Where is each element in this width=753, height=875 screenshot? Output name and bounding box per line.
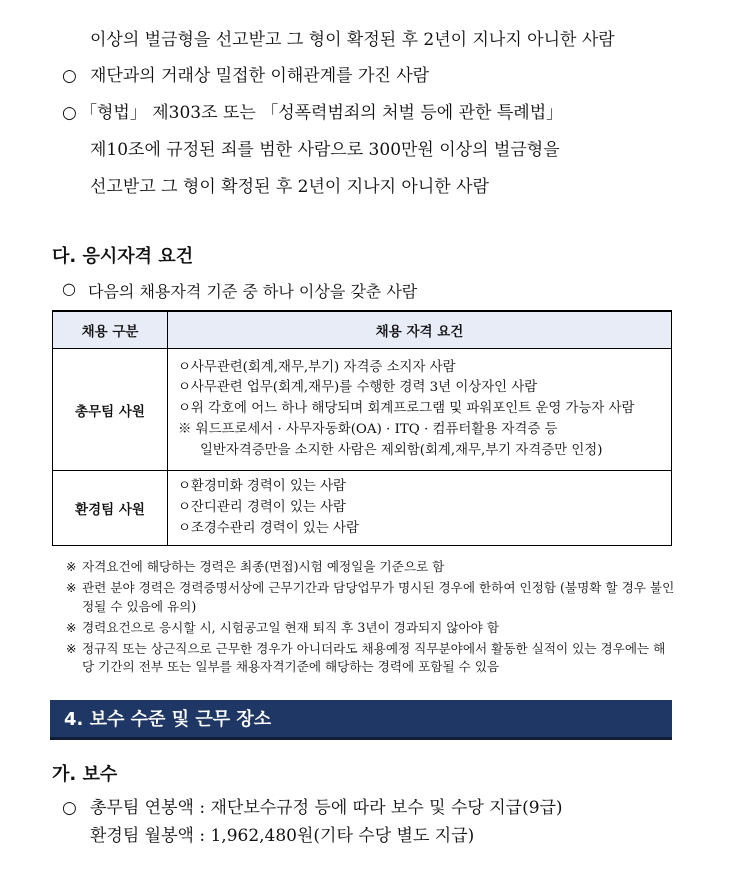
table-header-cell: 채용 구분: [53, 311, 168, 349]
text-line: 「형법」 제303조 또는 「성폭력범죄의 처벌 등에 관한 특례법」: [80, 103, 564, 123]
note-item: [66, 558, 676, 576]
requirement-item: ㅇ조경수관리 경력이 있는 사람: [178, 520, 359, 536]
requirements-cell: [168, 471, 672, 546]
note-mark-icon: ※: [66, 619, 77, 635]
salary-line: 환경팀 월봉액 : 1,962,480원(기타 수당 별도 지급): [90, 826, 475, 846]
requirement-item: ㅇ사무관련(회계,재무,부기) 자격증 소지자 사람: [178, 359, 456, 375]
note-text: 정규직 또는 상근직으로 근무한 경우가 아니더라도 채용예정 직무분야에서 활동한 실적이 있는 경우에는 해당 기간의 전부 또는 일부를 채용자격기준에 해당하는 경력에 포함될 수 있음: [82, 641, 666, 675]
notes-list: [66, 558, 676, 680]
requirement-item: ㅇ환경미화 경력이 있는 사람: [178, 479, 346, 494]
text-line: 제10조에 규정된 죄를 범한 사람으로 300만원 이상의 벌금형을: [90, 140, 560, 160]
table-header-row: [53, 311, 672, 349]
salary-line: 총무팀 연봉액 : 재단보수규정 등에 따라 보수 및 수당 지급(9급): [90, 798, 563, 818]
category-cell: 환경팀 사원: [53, 471, 168, 546]
note-item: [66, 579, 676, 616]
text-line: 선고받고 그 형이 확정된 후 2년이 지나지 아니한 사람: [90, 177, 489, 197]
table-header-cell: 채용 자격 요건: [168, 311, 672, 349]
bullet-icon: ○: [62, 66, 77, 86]
text-line: 재단과의 거래상 밀접한 이해관계를 가진 사람: [90, 66, 430, 86]
requirements-cell: [168, 349, 672, 471]
note-mark-icon: ※: [66, 641, 77, 656]
note-text: 관련 분야 경력은 경력증명서상에 근무기간과 담당업무가 명시된 경우에 한하여 인정함 (불명확 할 경우 불인정될 수 있음에 유의): [82, 580, 675, 614]
requirements-table: [52, 310, 672, 546]
note-text: 경력요건으로 응시할 시, 시험공고일 현재 퇴직 후 3년이 경과되지 않아야 함: [82, 619, 500, 635]
requirement-item: ㅇ잔디관리 경력이 있는 사람: [178, 499, 346, 515]
note-item: [66, 640, 676, 677]
section-banner: 4. 보수 수준 및 근무 장소: [50, 700, 672, 740]
requirement-item: ㅇ사무관련 업무(회계,재무)를 수행한 경력 3년 이상자인 사람: [178, 380, 538, 396]
note-mark-icon: ※: [66, 559, 77, 574]
bullet-icon: ○: [62, 279, 76, 298]
text-line: 이상의 벌금형을 선고받고 그 형이 확정된 후 2년이 지나지 아니한 사람: [90, 30, 615, 50]
requirement-item: ㅇ위 각호에 어느 하나 해당되며 회계프로그램 및 파워포인트 운영 가능자 사람: [178, 401, 635, 417]
bullet-icon: ○: [62, 103, 77, 123]
note-mark-icon: ※: [66, 580, 77, 596]
section-intro: 다음의 채용자격 기준 중 하나 이상을 갖춘 사람: [88, 282, 418, 301]
table-row: [53, 471, 672, 546]
section-heading: 다. 응시자격 요건: [52, 246, 194, 267]
note-text: 자격요건에 해당하는 경력은 최종(면접)시험 예정일을 기준으로 함: [82, 559, 445, 574]
section-heading: 가. 보수: [52, 764, 118, 785]
table-row: [53, 349, 672, 471]
note-item: [66, 619, 676, 637]
requirement-note: ※ 워드프로세서 · 사무자동화(OA) · ITQ · 컴퓨터활용 자격증 등: [178, 421, 558, 437]
category-cell: 총무팀 사원: [53, 349, 168, 471]
bullet-icon: ○: [62, 798, 77, 818]
requirement-note: 일반자격증만을 소지한 사람은 제외함(회계,재무,부기 자격증만 인정): [200, 442, 603, 458]
